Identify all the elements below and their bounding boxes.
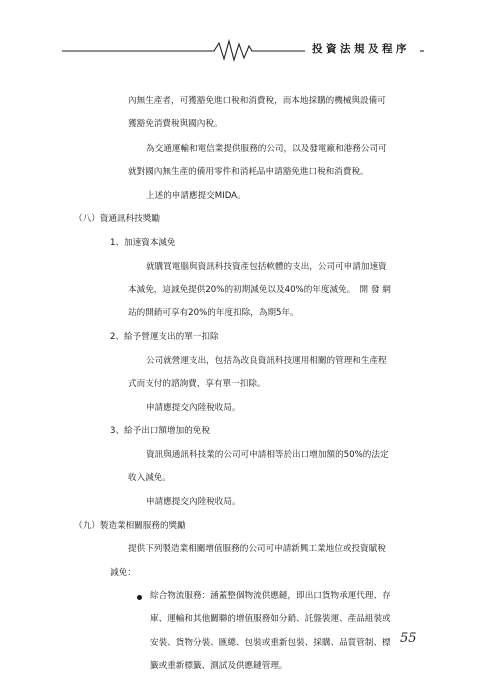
section-heading: （九）製造業相關服務的獎勵 <box>74 521 186 531</box>
text-line: 減免： <box>110 568 136 578</box>
bullet-text-line: 安裝、貨物分裝、匯總、包裝或重新包裝、採購、品質管制、標 <box>150 638 391 648</box>
text-line: 獲豁免消費稅與國內稅。 <box>128 119 223 129</box>
section-title: 投資法規及程序 <box>312 43 410 55</box>
bullet-text-line: 綜合物流服務：涵蓋整個物流供應鏈，即出口貨物承運代理、存 <box>150 591 391 601</box>
text-line: 提供下列製造業相關增值服務的公司可申請新興工業地位或投資賦稅 <box>128 544 386 554</box>
text-line: 資訊與通訊科技業的公司可申請相等於出口增加額的50%的法定 <box>146 450 389 460</box>
bullet-icon <box>137 595 142 600</box>
text-line: 就對國內無生產的備用零件和消耗品申請豁免進口稅和消費稅。 <box>128 167 369 177</box>
subsection-heading: 1、加速資本減免 <box>110 238 176 248</box>
subsection-heading: 2、給予營運支出的單一扣除 <box>110 332 219 342</box>
text-line: 就購買電腦與資訊科技資產包括軟體的支出，公司可申請加速資 <box>146 262 387 272</box>
running-header <box>0 38 480 64</box>
bullet-text-line: 庫、運輸和其他關聯的增值服務如分銷、託盤裝運、產品組裝或 <box>150 614 391 624</box>
text-line: 式而支付的諮詢費，享有單一扣除。 <box>128 379 266 389</box>
text-line: 上述的申請應提交MIDA。 <box>146 191 246 201</box>
text-line: 內無生產者，可獲豁免進口稅和消費稅，而本地採購的機械與設備可 <box>128 96 386 106</box>
text-line: 公司就營運支出，包括為改良資訊科技運用相關的管理和生產程 <box>146 356 387 366</box>
text-line: 收入減免。 <box>128 473 171 483</box>
bullet-text-line: 籤或重新標籤、測試及供應鏈管理。 <box>150 661 288 671</box>
section-heading: （八）資通訊科技獎勵 <box>74 214 160 224</box>
subsection-heading: 3、給予出口額增加的免稅 <box>110 426 210 436</box>
text-line: 申請應提交內陸稅收局。 <box>146 497 241 507</box>
text-line: 本減免，這減免提供20%的初期減免以及40%的年度減免。 開 發 網 <box>128 285 391 295</box>
page-number: 55 <box>400 631 417 646</box>
text-line: 為交通運輸和電信業提供服務的公司，以及發電廠和港務公司可 <box>146 144 387 154</box>
text-line: 站的開銷可享有20%的年度扣除，為期5年。 <box>128 308 299 318</box>
text-line: 申請應提交內陸稅收局。 <box>146 403 241 413</box>
